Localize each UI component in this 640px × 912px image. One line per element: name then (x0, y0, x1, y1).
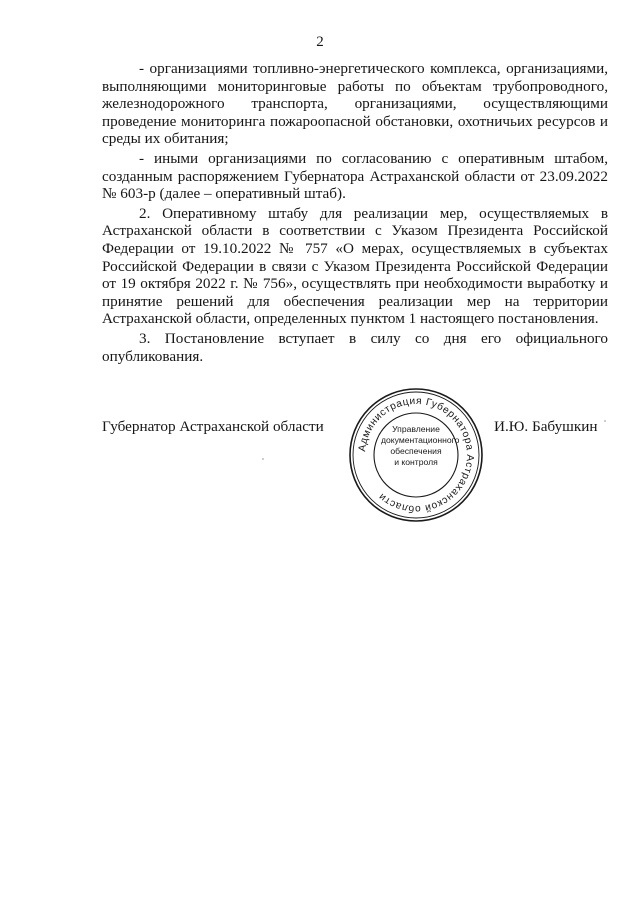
official-stamp (347, 386, 485, 524)
stamp-inner-line: и контроля (394, 457, 438, 467)
signatory-name: И.Ю. Бабушкин (494, 418, 598, 435)
stamp-inner-text (381, 424, 460, 468)
scan-speck (604, 420, 606, 422)
signatory-position: Губернатор Астраханской области (102, 418, 324, 435)
stamp-inner-line: документационного (381, 435, 460, 445)
page-number: 2 (316, 34, 324, 50)
scan-speck (262, 458, 264, 460)
paragraph-item-3: 3. Постановление вступает в силу со дня его официального опубликования. (102, 329, 608, 365)
paragraph-other-organizations: - иными организациями по согласованию с оперативным штабом, созданным распоряжением Губернатора Астраханской области от 23.09.2022 № 603-р (далее – оперативный штаб). (102, 149, 608, 203)
stamp-inner-line: Управление (392, 424, 440, 434)
document-body (102, 60, 608, 367)
paragraph-organizations-list: - организациями топливно-энергетического комплекса, организациями, выполняющими мониторинговые работы по объектам трубопроводного, железнодорожного транспорта, организациями, осуществляющими проведение мониторинга пожароопасной обстановки, охотничьих ресурсов и среды их обитания; (102, 60, 608, 148)
stamp-inner-line: обеспечения (390, 446, 442, 456)
stamp-ring-text: Администрация Губернатора Астраханской области (357, 395, 476, 515)
paragraph-item-2: 2. Оперативному штабу для реализации мер, осуществляемых в Астраханской области в соответствии с Указом Президента Российской Федерации от 19.10.2022 № 757 «О мерах, осуществляемых в субъектах Российской Федерации в связи с Указом Президента Российской Федерации от 19 октября 2022 г. № 756», осуществлять при необходимости выработку и принятие решений для обеспечения реализации мер на территории Астраханской области, определенных пунктом 1 настоящего постановления. (102, 204, 608, 328)
